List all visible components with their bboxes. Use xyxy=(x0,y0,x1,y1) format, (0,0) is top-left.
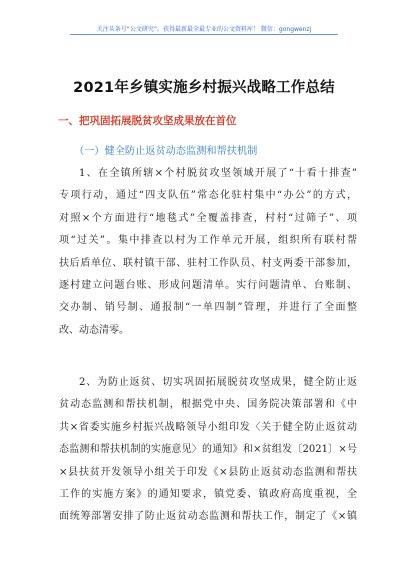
document-title: 2021年乡镇实施乡村振兴战略工作总结 xyxy=(73,80,335,96)
paragraph-line: 共×省委实施乡村振兴战略领导小组印发〈关于健全防止返贫动 xyxy=(59,421,357,433)
paragraph-line: 面统筹部署安排了防止返贫动态监测和帮扶工作，制定了《×镇 xyxy=(59,511,357,523)
paragraph-1 xyxy=(59,163,357,342)
paragraph-line: ×县扶贫开发领导小组关于印发《×县防止返贫动态监测和帮扶 xyxy=(59,466,357,478)
paragraph-line: 2、为防止返贫、切实巩固拓展脱贫攻坚成果，健全防止返 xyxy=(79,377,357,388)
section-heading: 一、把巩固拓展脱贫攻坚成果放在首位 xyxy=(58,115,237,127)
paragraph-line: 专项行动，通过“四支队伍”常态化驻村集中“办公”的方式， xyxy=(59,190,357,202)
paragraph-line: 项“过关”。集中排查以村为工作单元开展，组织所有联村帮 xyxy=(59,235,357,247)
header-divider xyxy=(70,34,338,35)
paragraph-line: 1、在全镇所辖×个村脱贫攻坚领域开展了“十看十排查” xyxy=(79,168,357,179)
paragraph-line: 工作的实施方案》的通知要求，镇党委、镇政府高度重视，全 xyxy=(59,488,357,500)
paragraph-line: 态监测和帮扶机制的实施意见〉的通知》和×贫组发〔2021〕×号 xyxy=(59,444,357,456)
paragraph-line: 逐村建立问题台账、形成问题清单。实行问题清单、台账制、 xyxy=(59,279,357,291)
paragraph-line: 改、动态清零。 xyxy=(59,324,129,336)
header-notice: 关注头条号“公文研究”，获得最新最全最专业的公文资料库！ 微信：gongwenzj xyxy=(96,26,312,33)
paragraph-line: 扶后盾单位、联村镇干部、驻村工作队员、村支两委干部参加， xyxy=(59,257,357,269)
paragraph-line: 贫动态监测和帮扶机制，根据党中央、国务院决策部署和《中 xyxy=(59,399,357,411)
paragraph-2 xyxy=(59,372,357,529)
paragraph-line: 交办制、销号制、通报制“一单四制”管理，并进行了全面整 xyxy=(59,302,357,314)
subsection-heading: （一）健全防止返贫动态监测和帮扶机制 xyxy=(74,146,258,157)
paragraph-line: 对照×个方面进行“地毯式”全覆盖排查，村村“过筛子”、项 xyxy=(59,212,357,224)
